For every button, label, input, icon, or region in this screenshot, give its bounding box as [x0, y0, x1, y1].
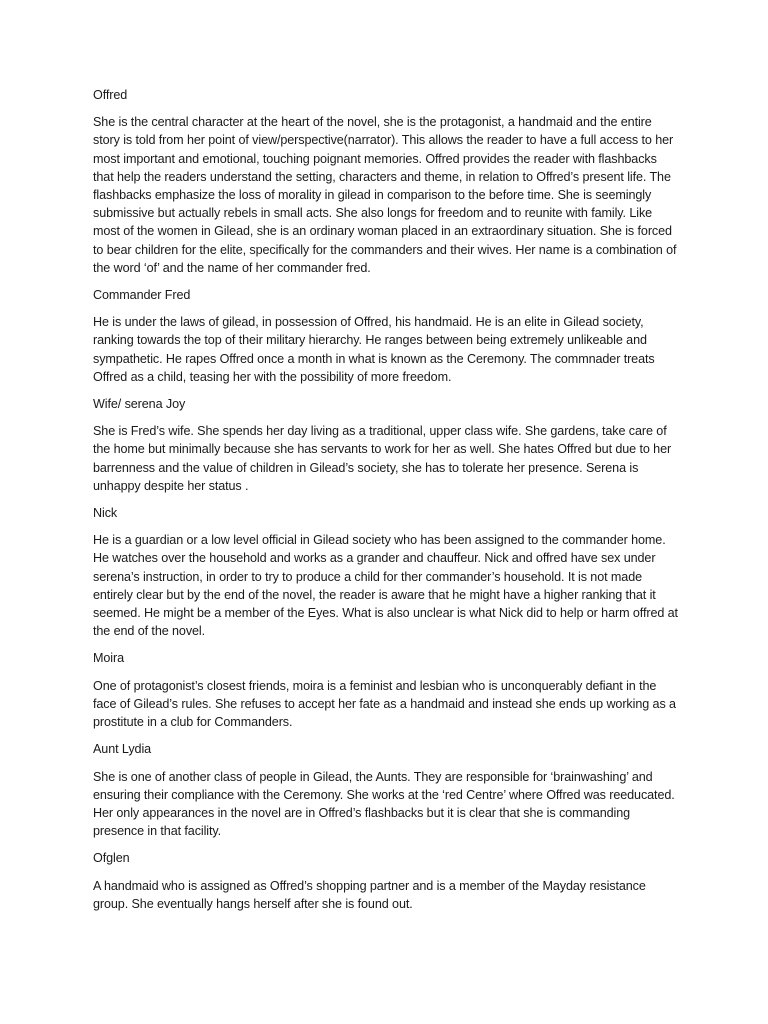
section-heading: Commander Fred	[93, 288, 191, 303]
section-paragraph: One of protagonist’s closest friends, moira is a feminist and lesbian who is unconquerably defiant in the face of Gilead’s rules. She refuses to accept her fate as a handmaid and instead she ends up working as a prostitute in a club for Commanders.	[93, 678, 676, 730]
section-nick	[93, 504, 678, 640]
section-paragraph: He is under the laws of gilead, in possession of Offred, his handmaid. He is an elite in Gilead society, ranking towards the top of their military hierarchy. He ranges between being extremely unlikeable and sympathetic. He rapes Offred once a month in what is known as the Ceremony. The commnader treats Offred as a child, teasing her with the possibility of more freedom.	[93, 315, 655, 384]
section-heading: Nick	[93, 506, 118, 521]
section-heading: Offred	[93, 88, 128, 102]
section-heading: Moira	[93, 651, 124, 666]
section-paragraph: She is Fred’s wife. She spends her day living as a traditional, upper class wife. She gardens, take care of the home but minimally because she has servants to work for her as well. She hates Offred but due to her barrenness and the value of children in Gilead’s society, she has to tolerate her presence. Serena is unhappy despite her status .	[93, 424, 672, 493]
section-offred	[93, 86, 678, 277]
section-heading: Aunt Lydia	[93, 742, 152, 757]
section-commander-fred	[93, 286, 678, 386]
section-serena-joy	[93, 395, 678, 495]
section-paragraph: She is the central character at the heart of the novel, she is the protagonist, a handmaid and the entire story is told from her point of view/perspective(narrator). This allows the reader to have a full access to her most important and emotional, touching poignant memories. Offred provides the reader with flashbacks that help the readers understand the setting, characters and theme, in relation to Offred’s present life. The flashbacks emphasize the loss of morality in gilead in comparison to the before time. She is seemingly submissive but actually rebels in small acts. She also longs for freedom and to reunite with family. Like most of the women in Gilead, she is an ordinary woman placed in an extraordinary situation. She is forced to bear children for the elite, specifically for the commanders and their wives. Her name is a combination of the word ‘of’ and the name of her commander fred.	[93, 115, 677, 275]
section-paragraph: She is one of another class of people in Gilead, the Aunts. They are responsible for ‘brainwashing’ and ensuring their compliance with the Ceremony. She works at the ‘red Centre’ where Offred was reeducated. Her only appearances in the novel are in Offred’s flashbacks but it is clear that she is commanding presence in that facility.	[93, 769, 675, 839]
section-heading: Wife/ serena Joy	[93, 397, 186, 412]
section-paragraph: He is a guardian or a low level official in Gilead society who has been assigned to the commander home. He watches over the household and works as a grander and chauffeur. Nick and offred have sex under serena’s instruction, in order to try to produce a child for ther commander’s household. It is not made entirely clear but by the end of the novel, the reader is aware that he might have a higher ranking that it seemed. He might be a member of the Eyes. What is also unclear is what Nick did to help or harm offred at the end of the novel.	[93, 533, 678, 639]
section-aunt-lydia	[93, 740, 678, 840]
section-moira	[93, 649, 678, 731]
document-page	[93, 86, 678, 922]
section-ofglen	[93, 849, 678, 913]
section-heading: Ofglen	[93, 851, 130, 866]
section-paragraph: A handmaid who is assigned as Offred’s shopping partner and is a member of the Mayday resistance group. She eventually hangs herself after she is found out.	[93, 878, 646, 911]
